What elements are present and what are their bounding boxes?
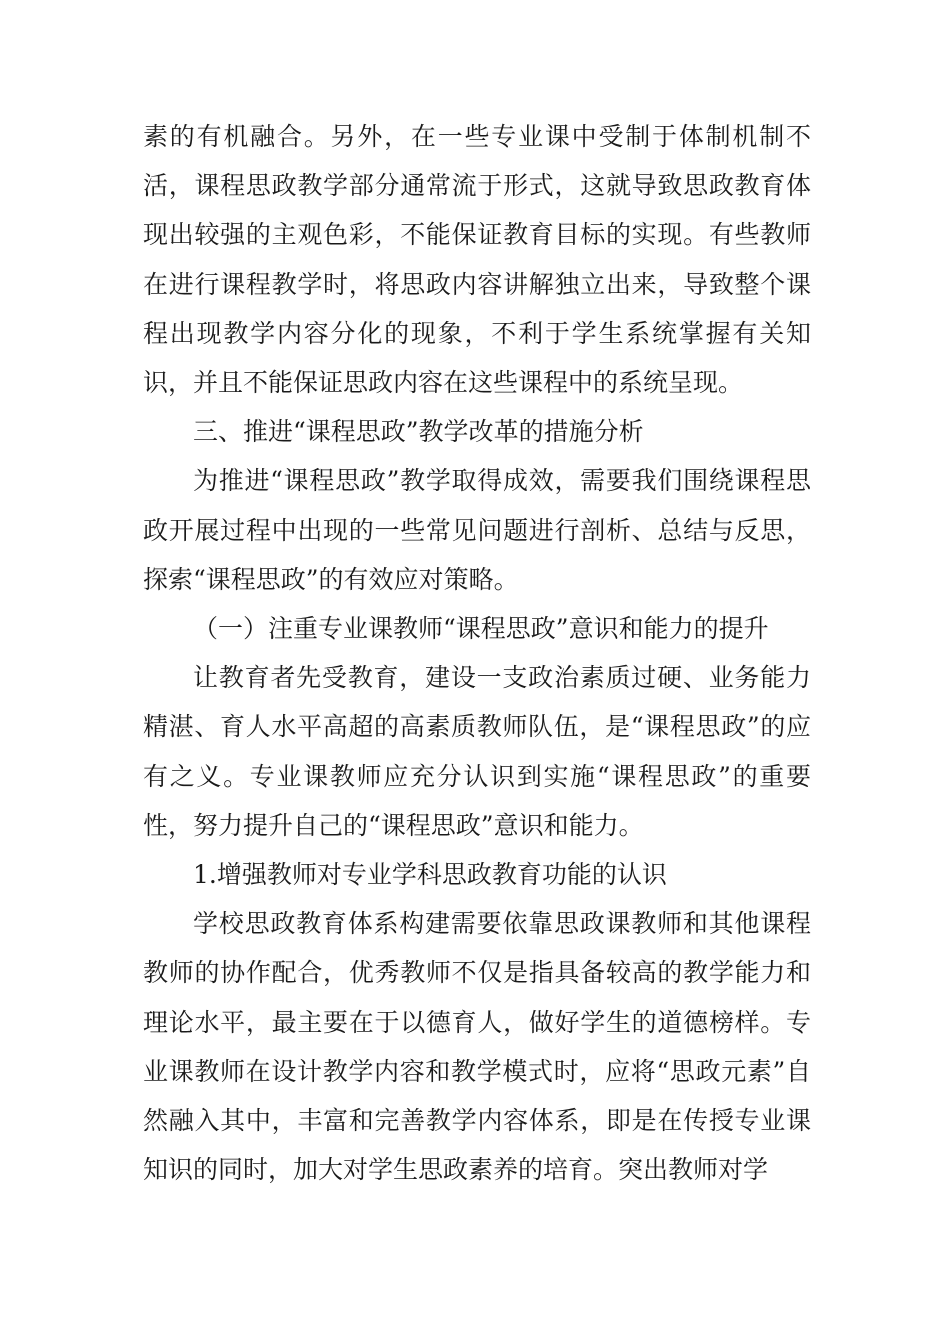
section-heading: 三、推进“课程思政”教学改革的措施分析 bbox=[193, 417, 644, 447]
paragraph-continued: 素的有机融合。另外，在一些专业课中受制于体制机制不活，课程思政教学部分通常流于形式，这就导致思政教育体现出较强的主观色彩，不能保证教育目标的实现。有些教师在进行课程教学时，将思政内容讲解独立出来，导致整个课程出现教学内容分化的现象，不利于学生系统掌握有关知识，并且不能保证思政内容在这些课程中的系统呈现。 bbox=[143, 122, 811, 398]
document-body bbox=[143, 112, 811, 1194]
paragraph: 为推进“课程思政”教学取得成效，需要我们围绕课程思政开展过程中出现的一些常见问题进行剖析、总结与反思，探索“课程思政”的有效应对策略。 bbox=[143, 466, 811, 594]
paragraph: 学校思政教育体系构建需要依靠思政课教师和其他课程教师的协作配合，优秀教师不仅是指具备较高的教学能力和理论水平，最主要在于以德育人，做好学生的道德榜样。专业课教师在设计教学内容和教学模式时，应将“思政元素”自然融入其中，丰富和完善教学内容体系，即是在传授专业课知识的同时，加大对学生思政素养的培育。突出教师对学 bbox=[143, 909, 811, 1185]
paragraph: 让教育者先受教育，建设一支政治素质过硬、业务能力精湛、育人水平高超的高素质教师队伍，是“课程思政”的应有之义。专业课教师应充分认识到实施“课程思政”的重要性，努力提升自己的“课程思政”意识和能力。 bbox=[143, 663, 811, 840]
subsection-heading: （一）注重专业课教师“课程思政”意识和能力的提升 bbox=[193, 614, 769, 644]
numbered-heading: 1.增强教师对专业学科思政教育功能的认识 bbox=[193, 860, 667, 890]
